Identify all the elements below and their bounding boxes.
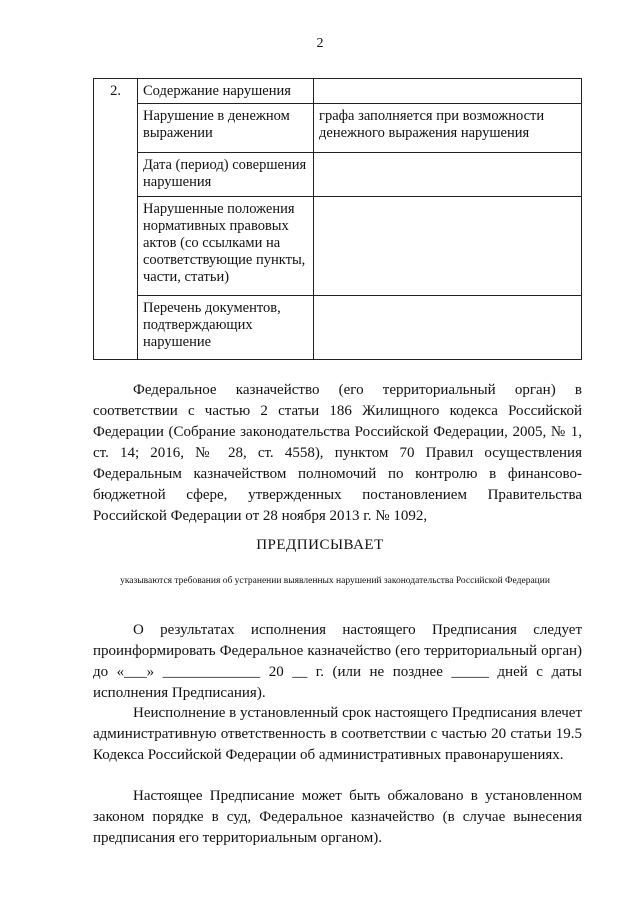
authority-paragraph: Федеральное казначейство (его территориальный орган) в соответствии с частью 2 статьи 186 Жилищного кодекса Российской Федерации (Собрание законодательства Российской Федерации, 2005, № 1, ст. 14; 2016, № 28, ст. 4558), пунктом 70 Правил осуществления Федеральным казначейством полномочий по контролю в финансово-бюджетной сфере, утвержденных постановлением Правительства Российской Федерации от 28 ноября 2013 г. № 1092, bbox=[93, 382, 582, 524]
appeal-paragraph: Настоящее Предписание может быть обжаловано в установленном законом порядке в суд, Федеральное казначейство (в случае вынесения предписания его территориальным органом). bbox=[93, 788, 582, 846]
value-cell: графа заполняется при возможности денежного выражения нарушения bbox=[314, 104, 582, 153]
label-cell: Дата (период) совершения нарушения bbox=[138, 153, 314, 197]
order-heading: ПРЕДПИСЫВАЕТ bbox=[256, 537, 384, 553]
value-cell bbox=[314, 197, 582, 296]
table-row bbox=[94, 296, 582, 360]
value-cell bbox=[314, 153, 582, 197]
requirements-note: указываются требования об устранении выявленных нарушений законодательства Российской Федерации bbox=[120, 576, 550, 586]
value-cell bbox=[314, 296, 582, 360]
label-cell: Нарушенные положения нормативных правовых актов (со ссылками на соответствующие пункты, части, статьи) bbox=[138, 197, 314, 296]
label-cell: Нарушение в денежном выражении bbox=[138, 104, 314, 153]
label-cell: Содержание нарушения bbox=[138, 79, 314, 104]
results-paragraph: О результатах исполнения настоящего Предписания следует проинформировать Федеральное казначейство (его территориальный орган) до «___» _____________ 20 __ г. (или не позднее _____ дней с даты исполнения Предписания). bbox=[93, 622, 582, 701]
table-row bbox=[94, 153, 582, 197]
table-row bbox=[94, 104, 582, 153]
value-cell bbox=[314, 79, 582, 104]
table-row bbox=[94, 79, 582, 104]
table-row bbox=[94, 197, 582, 296]
liability-paragraph: Неисполнение в установленный срок настоящего Предписания влечет административную ответственность в соответствии с частью 20 статьи 19.5 Кодекса Российской Федерации об административных правонарушениях. bbox=[93, 705, 582, 763]
row-number-cell: 2. bbox=[94, 79, 138, 360]
violation-table bbox=[93, 78, 582, 360]
label-cell: Перечень документов, подтверждающих нарушение bbox=[138, 296, 314, 360]
page-number: 2 bbox=[316, 36, 324, 51]
